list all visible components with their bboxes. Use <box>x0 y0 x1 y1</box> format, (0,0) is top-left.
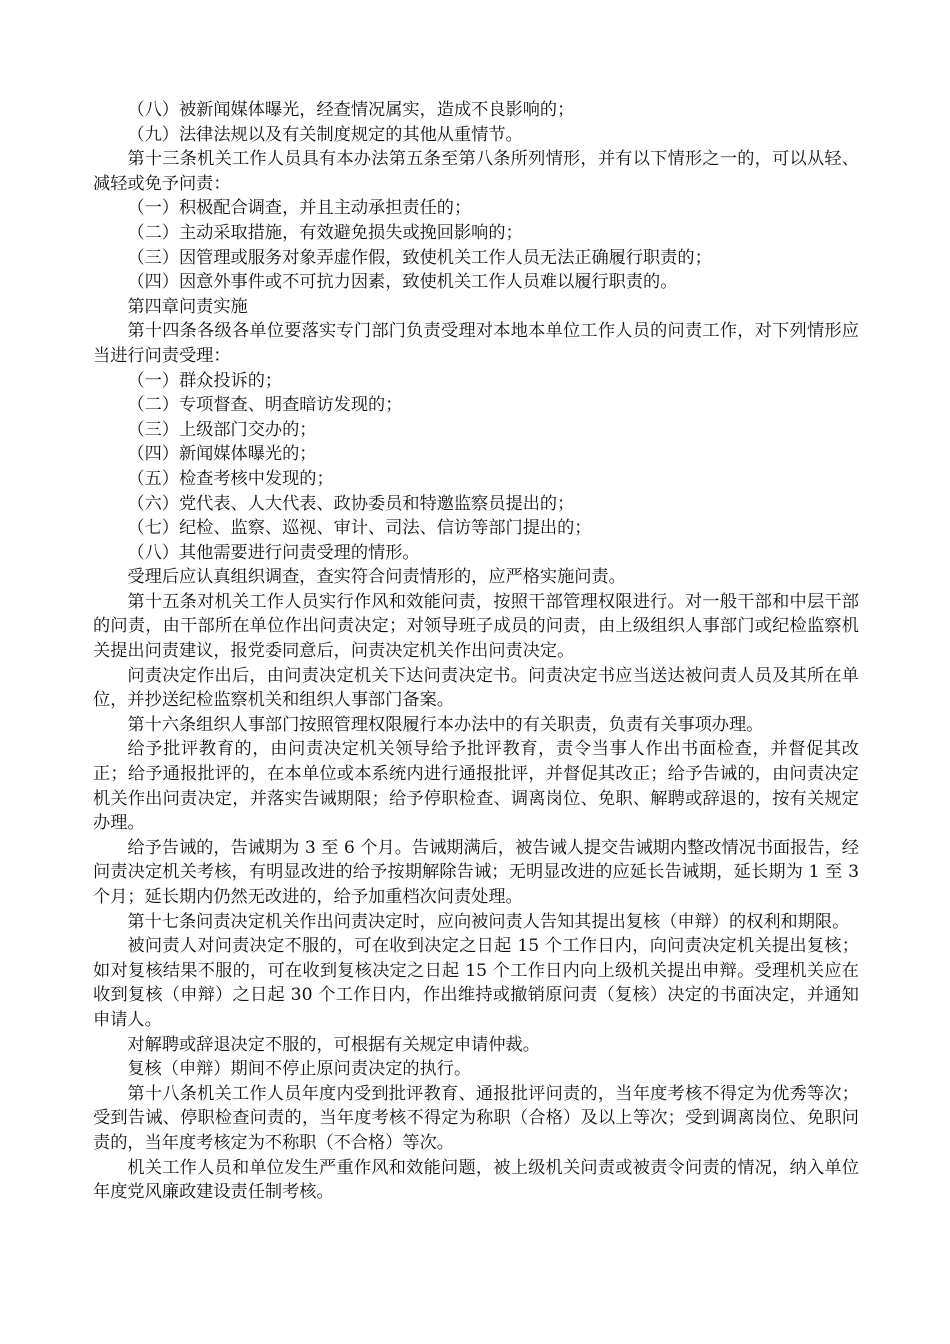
paragraph: 给予告诫的，告诫期为 3 至 6 个月。告诫期满后，被告诫人提交告诫期内整改情况书面报告，经问责决定机关考核，有明显改进的给予按期解除告诫；无明显改进的应延长告诫期，延长期为 1 至 3 个月；延长期内仍然无改进的，给予加重档次问责处理。 <box>93 837 859 907</box>
paragraph: 第十八条机关工作人员年度内受到批评教育、通报批评问责的，当年度考核不得定为优秀等次；受到告诫、停职检查问责的，当年度考核不得定为称职（合格）及以上等次；受到调离岗位、免职问责的，当年度考核定为不称职（不合格）等次。 <box>93 1083 859 1153</box>
document-body <box>93 98 859 1205</box>
paragraph: 第十六条组织人事部门按照管理权限履行本办法中的有关职责，负责有关事项办理。 <box>127 714 764 735</box>
paragraph: 第十五条对机关工作人员实行作风和效能问责，按照干部管理权限进行。对一般干部和中层干部的问责，由干部所在单位作出问责决定；对领导班子成员的问责，由上级组织人事部门或纪检监察机关提出问责建议，报党委同意后，问责决定机关作出问责决定。 <box>93 591 859 662</box>
paragraph: （八）被新闻媒体曝光，经查情况属实，造成不良影响的； <box>127 100 575 120</box>
paragraph: 给予批评教育的，由问责决定机关领导给予批评教育，责令当事人作出书面检查，并督促其改正；给予通报批评的，在本单位或本系统内进行通报批评，并督促其改正；给予告诫的，由问责决定机关作出问责决定，并落实告诫期限；给予停职检查、调离岗位、免职、解聘或辞退的，按有关规定办理。 <box>93 739 859 834</box>
paragraph: （七）纪检、监察、巡视、审计、司法、信访等部门提出的； <box>127 518 592 539</box>
paragraph: （一）群众投诉的； <box>127 370 283 391</box>
paragraph: 对解聘或辞退决定不服的，可根据有关规定申请仲裁。 <box>127 1034 540 1055</box>
paragraph: （一）积极配合调查，并且主动承担责任的； <box>127 198 472 219</box>
paragraph: （四）因意外事件或不可抗力因素，致使机关工作人员难以履行职责的。 <box>127 272 678 293</box>
paragraph: 受理后应认真组织调查，查实符合问责情形的，应严格实施问责。 <box>127 567 626 588</box>
paragraph: 第十四条各级各单位要落实专门部门负责受理对本地本单位工作人员的问责工作，对下列情形应当进行问责受理： <box>93 321 859 366</box>
chapter-heading: 第四章问责实施 <box>127 296 248 317</box>
paragraph: （八）其他需要进行问责受理的情形。 <box>127 542 420 563</box>
paragraph: 第十七条问责决定机关作出问责决定时，应向被问责人告知其提出复核（申辩）的权利和期限。 <box>127 911 850 932</box>
paragraph: 复核（申辩）期间不停止原问责决定的执行。 <box>127 1059 472 1080</box>
paragraph: （六）党代表、人大代表、政协委员和特邀监察员提出的； <box>127 493 575 514</box>
paragraph: （二）主动采取措施，有效避免损失或挽回影响的； <box>127 222 523 243</box>
paragraph: （五）检查考核中发现的； <box>127 468 334 489</box>
paragraph: （三）因管理或服务对象弄虚作假，致使机关工作人员无法正确履行职责的； <box>127 247 712 268</box>
paragraph: （三）上级部门交办的； <box>127 419 317 440</box>
paragraph: 机关工作人员和单位发生严重作风和效能问题，被上级机关问责或被责令问责的情况，纳入单位年度党风廉政建设责任制考核。 <box>93 1157 859 1203</box>
paragraph: （九）法律法规以及有关制度规定的其他从重情节。 <box>127 124 523 145</box>
paragraph: 被问责人对问责决定不服的，可在收到决定之日起 15 个工作日内，向问责决定机关提出复核；如对复核结果不服的，可在收到复核决定之日起 15 个工作日内向上级机关提出申辩。受理机关应在收到复核（申辩）之日起 30 个工作日内，作出维持或撤销原问责（复核）决定的书面决定，并通知申请人。 <box>93 936 859 1030</box>
paragraph: 问责决定作出后，由问责决定机关下达问责决定书。问责决定书应当送达被问责人员及其所在单位，并抄送纪检监察机关和组织人事部门备案。 <box>93 665 859 711</box>
paragraph: 第十三条机关工作人员具有本办法第五条至第八条所列情形，并有以下情形之一的，可以从轻、减轻或免予问责： <box>93 149 859 194</box>
paragraph: （四）新闻媒体曝光的； <box>127 444 317 465</box>
paragraph: （二）专项督查、明查暗访发现的； <box>127 395 403 416</box>
